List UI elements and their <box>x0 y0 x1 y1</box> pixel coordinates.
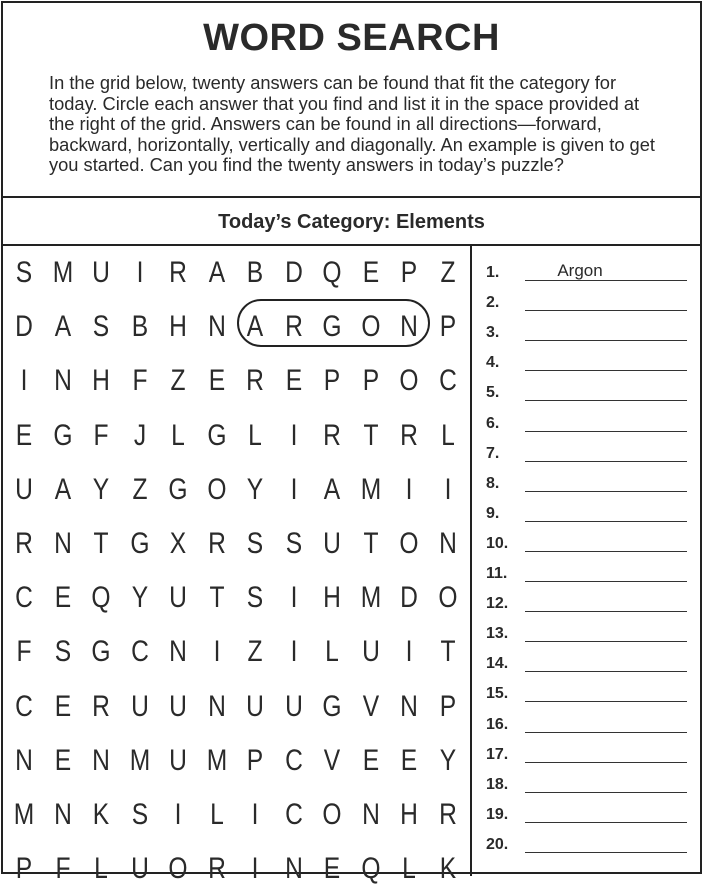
grid-letter[interactable]: Z <box>131 472 148 506</box>
answer-row <box>472 805 703 829</box>
grid-letter[interactable]: I <box>405 635 413 669</box>
grid-letter[interactable]: G <box>322 310 342 344</box>
answer-number: 5. <box>486 384 500 402</box>
grid-letter[interactable]: M <box>129 743 150 777</box>
grid-letter[interactable]: S <box>246 581 264 615</box>
grid-letter[interactable]: N <box>169 635 187 669</box>
answer-row <box>472 353 703 377</box>
grid-letter[interactable]: I <box>174 798 182 831</box>
grid-letter[interactable]: N <box>53 798 72 831</box>
grid-letter[interactable]: F <box>16 635 32 669</box>
grid-letter[interactable]: J <box>133 418 146 452</box>
grid-letter[interactable]: N <box>361 798 380 831</box>
grid-letter[interactable]: D <box>15 310 33 344</box>
answer-blank-field[interactable] <box>525 581 687 582</box>
answer-number: 2. <box>486 294 500 312</box>
grid-letter[interactable]: R <box>246 364 264 398</box>
grid-letter[interactable]: C <box>438 364 457 398</box>
grid-letter[interactable]: X <box>169 527 187 560</box>
answer-row <box>472 624 703 648</box>
grid-letter[interactable]: P <box>15 852 33 886</box>
answer-blank-field[interactable] <box>525 431 687 432</box>
grid-letter[interactable]: A <box>54 310 71 344</box>
grid-letter[interactable]: U <box>130 852 149 886</box>
answer-number: 14. <box>486 655 509 673</box>
grid-letter[interactable]: C <box>130 635 149 669</box>
grid-letter[interactable]: U <box>246 689 264 723</box>
grid-letter[interactable]: N <box>207 689 226 723</box>
grid-letter[interactable]: Y <box>92 472 110 506</box>
grid-letter[interactable]: Q <box>91 581 111 615</box>
grid-letter[interactable]: I <box>290 581 297 615</box>
answer-row <box>472 323 703 347</box>
grid-letter[interactable]: Q <box>360 852 381 886</box>
answer-row <box>472 444 703 468</box>
grid-letter[interactable]: I <box>290 472 297 506</box>
grid-letter[interactable]: L <box>94 852 108 886</box>
grid-letter[interactable]: U <box>92 256 110 289</box>
grid-letter[interactable]: H <box>400 798 418 831</box>
grid-letter[interactable]: O <box>360 310 381 344</box>
grid-letter[interactable]: N <box>53 364 72 398</box>
grid-letter[interactable]: G <box>206 418 227 452</box>
grid-letter[interactable]: I <box>290 635 297 669</box>
grid-letter[interactable]: R <box>207 527 226 560</box>
grid-letter[interactable]: F <box>54 852 71 886</box>
grid-letter[interactable]: H <box>323 581 341 615</box>
answer-value: Argon <box>557 261 603 280</box>
grid-letter[interactable]: U <box>284 689 303 723</box>
grid-letter[interactable]: O <box>399 364 419 398</box>
answer-blank-field[interactable] <box>525 701 687 702</box>
answer-number: 17. <box>486 745 509 763</box>
grid-letter[interactable]: A <box>323 472 341 506</box>
grid-letter[interactable]: E <box>362 256 379 289</box>
grid-letter[interactable]: M <box>206 743 227 777</box>
grid-letter[interactable]: N <box>400 689 418 723</box>
grid-letter[interactable]: U <box>169 743 187 777</box>
grid-letter[interactable]: E <box>362 743 379 777</box>
grid-letter[interactable]: Z <box>170 364 186 398</box>
answer-number: 13. <box>486 625 509 643</box>
answer-blank-field[interactable] <box>525 641 687 642</box>
answer-blank-field[interactable] <box>525 400 687 401</box>
answer-blank-field[interactable] <box>525 370 687 371</box>
grid-letter[interactable]: R <box>438 798 457 831</box>
grid-letter[interactable]: L <box>171 418 185 452</box>
grid-letter[interactable]: H <box>169 310 187 344</box>
grid-letter[interactable]: N <box>53 527 72 560</box>
answer-number: 15. <box>486 685 509 703</box>
grid-letter[interactable]: R <box>207 852 226 886</box>
answer-blank-field[interactable] <box>525 551 687 552</box>
answer-blank-field[interactable] <box>525 491 687 492</box>
answer-blank-field[interactable] <box>525 671 687 672</box>
answer-row <box>472 293 703 317</box>
grid-letter[interactable]: M <box>52 256 73 289</box>
grid-letter[interactable]: N <box>400 310 418 344</box>
grid-letter[interactable]: O <box>437 581 458 615</box>
grid-letter[interactable]: D <box>400 581 418 615</box>
grid-letter[interactable]: M <box>360 472 381 506</box>
grid-letter[interactable]: A <box>54 472 71 506</box>
grid-letter[interactable]: L <box>248 418 262 452</box>
grid-letter[interactable]: F <box>93 418 109 452</box>
grid-letter[interactable]: U <box>361 635 380 669</box>
grid-letter[interactable]: T <box>439 635 456 669</box>
grid-letter[interactable]: O <box>399 527 419 560</box>
answer-row <box>472 383 703 407</box>
grid-letter[interactable]: F <box>131 364 148 398</box>
grid-letter[interactable]: L <box>209 798 224 831</box>
grid-letter[interactable]: E <box>285 364 302 398</box>
grid-letter[interactable]: R <box>323 418 341 452</box>
answer-blank-field[interactable] <box>525 340 687 341</box>
grid-letter[interactable]: K <box>92 798 110 831</box>
answer-number: 20. <box>486 835 509 853</box>
grid-letter[interactable]: T <box>362 418 379 452</box>
answer-row <box>472 715 703 739</box>
grid-letter[interactable]: E <box>54 689 71 723</box>
grid-letter[interactable]: E <box>54 743 71 777</box>
grid-letter[interactable]: P <box>439 310 456 344</box>
grid-letter[interactable]: I <box>251 852 259 886</box>
answer-number: 4. <box>486 354 500 372</box>
grid-letter[interactable]: U <box>169 581 187 615</box>
grid-letter[interactable]: M <box>13 798 35 831</box>
grid-letter[interactable]: A <box>208 256 225 289</box>
grid-letter[interactable]: Y <box>131 581 148 615</box>
grid-letter[interactable]: S <box>246 527 264 560</box>
grid-letter[interactable]: I <box>251 798 259 831</box>
answer-blank-field[interactable] <box>525 852 687 853</box>
grid-letter[interactable]: C <box>284 743 303 777</box>
category-label: Today’s Category: Elements <box>3 198 700 246</box>
grid-letter[interactable]: Y <box>439 743 456 777</box>
grid-letter[interactable]: O <box>168 852 188 886</box>
grid-letter[interactable]: G <box>129 527 150 560</box>
grid-letter[interactable]: T <box>362 527 379 560</box>
grid-letter[interactable]: O <box>322 798 342 831</box>
grid-letter[interactable]: N <box>15 743 33 777</box>
answer-blank-field[interactable] <box>525 792 687 793</box>
grid-letter[interactable]: T <box>93 527 109 560</box>
grid-letter[interactable]: N <box>438 527 457 560</box>
answer-number: 9. <box>486 504 500 522</box>
grid-letter[interactable]: U <box>323 527 341 560</box>
answer-blank-field[interactable] <box>525 461 687 462</box>
grid-letter[interactable]: Z <box>439 256 456 289</box>
answer-blank-field[interactable] <box>525 762 687 763</box>
grid-letter[interactable]: R <box>92 689 110 723</box>
grid-letter[interactable]: P <box>362 364 379 398</box>
answer-number: 18. <box>486 775 509 793</box>
grid-letter[interactable]: S <box>285 527 302 560</box>
grid-letter[interactable]: S <box>15 256 33 289</box>
answer-row <box>472 835 703 859</box>
answer-row <box>472 474 703 498</box>
answer-number: 12. <box>486 595 509 613</box>
grid-letter[interactable]: I <box>20 364 28 398</box>
grid-letter[interactable]: T <box>208 581 225 615</box>
answer-number: 7. <box>486 444 500 462</box>
grid-letter[interactable]: U <box>169 689 187 723</box>
grid-letter[interactable]: P <box>400 256 418 289</box>
grid-letter[interactable]: I <box>213 635 220 669</box>
puzzle-header <box>3 3 700 198</box>
example-circle <box>237 299 430 347</box>
answer-number: 6. <box>486 414 500 432</box>
grid-letter[interactable]: Y <box>246 472 264 506</box>
grid-letter[interactable]: Q <box>322 256 342 289</box>
grid-letter[interactable]: S <box>92 310 110 344</box>
answer-number: 19. <box>486 805 509 823</box>
grid-letter[interactable]: I <box>136 256 143 289</box>
grid-letter[interactable]: N <box>284 852 303 886</box>
grid-letter[interactable]: V <box>362 689 379 723</box>
grid-letter[interactable]: R <box>400 418 418 452</box>
grid-letter[interactable]: V <box>323 743 341 777</box>
grid-letter[interactable]: K <box>439 852 456 886</box>
grid-letter[interactable]: U <box>130 689 149 723</box>
answer-number: 11. <box>486 565 508 582</box>
grid-letter[interactable]: L <box>440 418 455 452</box>
answer-row <box>472 263 703 287</box>
grid-letter[interactable]: P <box>246 743 264 777</box>
grid-letter[interactable]: C <box>284 798 303 831</box>
answer-blank-field[interactable] <box>525 310 687 311</box>
answer-row <box>472 534 703 558</box>
grid-letter[interactable]: P <box>323 364 341 398</box>
answer-row <box>472 684 703 708</box>
answer-number: 10. <box>486 534 509 552</box>
answer-blank-field[interactable] <box>525 521 687 522</box>
grid-letter[interactable]: G <box>322 689 342 723</box>
grid-letter[interactable]: Z <box>247 635 263 669</box>
puzzle-frame <box>1 1 702 886</box>
grid-letter[interactable]: G <box>91 635 111 669</box>
answer-row <box>472 504 703 528</box>
grid-letter[interactable]: E <box>54 581 71 615</box>
answer-number: 16. <box>486 715 509 733</box>
grid-letter[interactable]: R <box>15 527 33 560</box>
answer-blank-field[interactable] <box>525 822 687 823</box>
grid-letter[interactable]: E <box>400 743 418 777</box>
instructions-text: In the grid below, twenty answers can be found that fit the category for today. Circle each answer that you find and list it in the space provided at the right of the grid. Answers can be found in all directions—forward, backward, horizontally, vertically and diagonally. An example is given to get you started. Can you find the twenty answers in today’s puzzle? <box>49 72 655 176</box>
grid-letter[interactable]: B <box>131 310 148 344</box>
grid-letter[interactable]: A <box>246 310 264 344</box>
grid-letter[interactable]: E <box>15 418 33 452</box>
grid-letter[interactable]: E <box>323 852 341 886</box>
grid-letter[interactable]: B <box>246 256 264 289</box>
answer-row <box>472 594 703 618</box>
grid-letter[interactable]: O <box>206 472 227 506</box>
grid-letter[interactable]: C <box>15 689 33 723</box>
grid-letter[interactable]: U <box>15 472 33 506</box>
grid-letter[interactable]: C <box>15 581 33 615</box>
grid-letter[interactable]: N <box>92 743 110 777</box>
grid-letter[interactable]: M <box>360 581 381 615</box>
grid-letter[interactable]: H <box>92 364 110 398</box>
answer-list <box>472 246 703 876</box>
grid-letter[interactable]: S <box>54 635 71 669</box>
answer-number: 8. <box>486 474 500 492</box>
grid-letter[interactable]: E <box>208 364 225 398</box>
grid-letter[interactable]: L <box>325 635 339 669</box>
grid-letter[interactable]: G <box>168 472 188 506</box>
answer-row <box>472 745 703 769</box>
answer-number: 3. <box>486 324 500 342</box>
answer-row <box>472 775 703 799</box>
grid-letter[interactable]: D <box>284 256 303 289</box>
answer-blank-field[interactable] <box>525 611 687 612</box>
grid-letter[interactable]: I <box>444 472 451 506</box>
answer-number: 1. <box>486 264 500 281</box>
grid-letter[interactable]: R <box>284 310 303 344</box>
grid-letter[interactable]: G <box>52 418 73 452</box>
grid-letter[interactable]: S <box>131 798 148 831</box>
answer-row <box>472 654 703 678</box>
grid-letter[interactable]: L <box>402 852 416 886</box>
answer-blank-field[interactable] <box>525 732 687 733</box>
grid-letter[interactable]: R <box>169 256 187 289</box>
grid-letter[interactable]: I <box>405 472 413 506</box>
grid-letter[interactable]: I <box>290 418 297 452</box>
puzzle-title: WORD SEARCH <box>203 17 500 59</box>
grid-letter[interactable]: N <box>207 310 226 344</box>
grid-letter[interactable]: P <box>439 689 456 723</box>
answer-row <box>472 564 703 588</box>
answer-row <box>472 414 703 438</box>
